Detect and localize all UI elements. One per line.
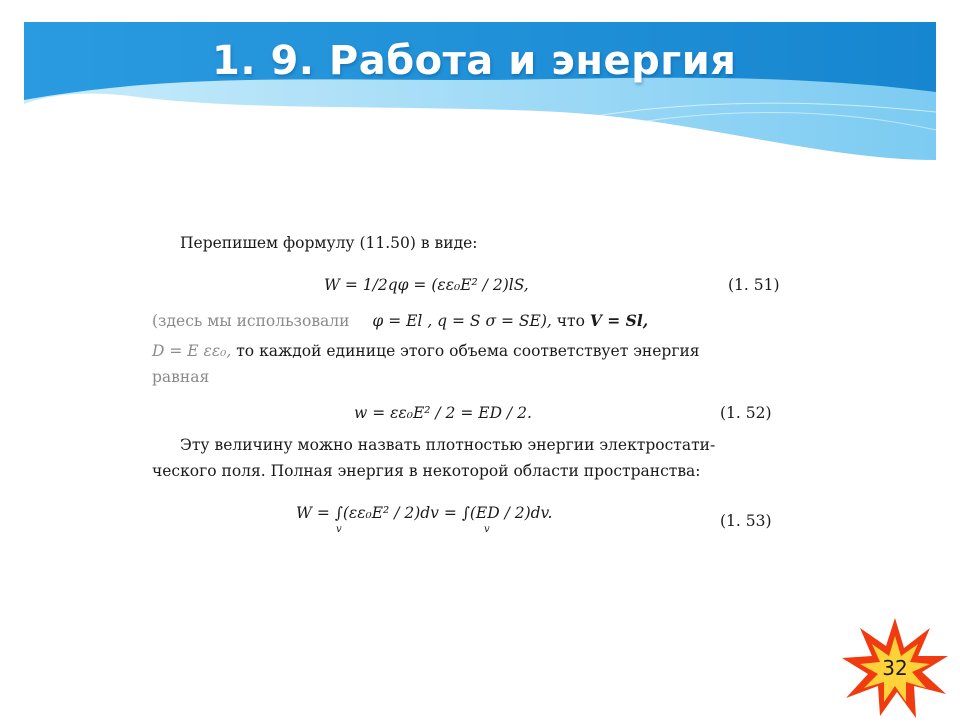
slide-number-badge [842, 618, 948, 718]
formula-1-53: W = ∫(εε₀E² / 2)dv = ∫(ED / 2)dv. [296, 504, 553, 522]
text-line-2 [152, 338, 700, 364]
paragraph-2-line-1: Эту величину можно назвать плотностью энергии электростати- [180, 436, 716, 454]
header-banner [0, 0, 960, 200]
text-line-1-mid: что [556, 312, 585, 330]
intro-text: Перепишем формулу (11.50) в виде: [180, 234, 478, 252]
formula-1-53-subscript-1: v [336, 524, 342, 535]
text-line-2-formula: D = E εε₀, [152, 342, 232, 360]
slide-title: 1. 9. Работа и энергия [212, 38, 737, 84]
text-line-2-rest: то каждой единице этого объема соответствует энергия [236, 342, 700, 360]
text-line-1-formula2: V = Sl, [589, 311, 649, 330]
text-line-1-start: (здесь мы использовали [152, 312, 350, 330]
equation-number-1-53: (1. 53) [720, 512, 772, 530]
slide-number: 32 [882, 656, 908, 680]
header-wave-graphic [0, 0, 960, 200]
text-line-1 [152, 308, 648, 334]
formula-1-51: W = 1/2qφ = (εε₀E² / 2)lS, [324, 276, 529, 294]
text-line-1-formula: φ = El , q = S σ = SE), [372, 312, 552, 330]
equation-number-1-51: (1. 51) [728, 276, 780, 294]
formula-1-53-subscript-2: v [484, 524, 490, 535]
equation-number-1-52: (1. 52) [720, 404, 772, 422]
text-line-3: равная [152, 368, 210, 386]
formula-1-52: w = εε₀E² / 2 = ED / 2. [354, 404, 532, 422]
paragraph-2-line-2: ческого поля. Полная энергия в некоторой области пространства: [152, 462, 701, 480]
